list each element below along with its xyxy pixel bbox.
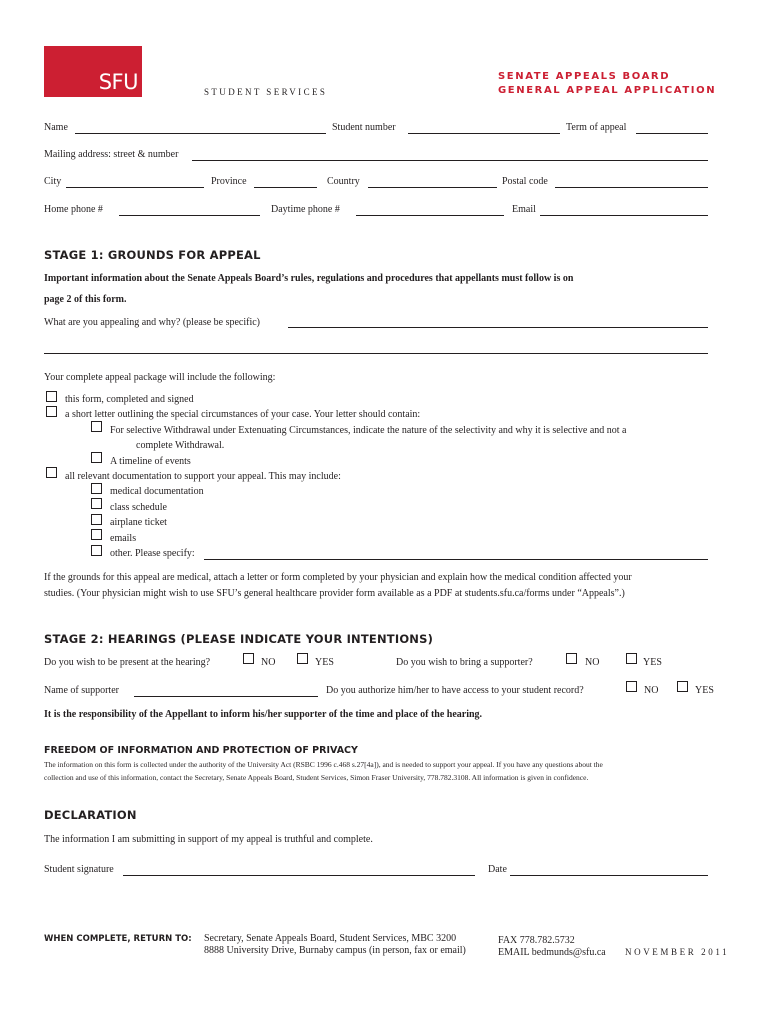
fax-number: FAX 778.782.5732 <box>498 935 575 946</box>
appeal-question-label: What are you appealing and why? (please be specific) <box>44 317 261 328</box>
return-address-line1: Secretary, Senate Appeals Board, Student Services, MBC 3200 <box>204 933 457 944</box>
home-phone-field[interactable] <box>119 215 260 216</box>
stage1-heading: STAGE 1: GROUNDS FOR APPEAL <box>44 248 261 262</box>
city-field[interactable] <box>66 187 204 188</box>
sub-withdrawal-line2: complete Withdrawal. <box>136 440 225 451</box>
responsibility-note: It is the responsibility of the Appellant to inform his/her supporter of the time and place of the hearing. <box>44 709 483 720</box>
medical-note-line1: If the grounds for this appeal are medical, attach a letter or form completed by your physician and explain how the medical condition affected your <box>44 572 632 583</box>
department-name: STUDENT SERVICES <box>204 87 328 97</box>
item-form-label: this form, completed and signed <box>65 394 194 405</box>
stage2-heading: STAGE 2: HEARINGS (PLEASE INDICATE YOUR INTENTIONS) <box>44 632 434 646</box>
date-label: Date <box>488 864 507 875</box>
checkbox-medical[interactable] <box>91 483 102 494</box>
checkbox-timeline[interactable] <box>91 452 102 463</box>
email-field[interactable] <box>540 215 708 216</box>
checkbox-present-no[interactable] <box>243 653 254 664</box>
student-number-label: Student number <box>332 122 396 133</box>
checkbox-authorize-no[interactable] <box>626 681 637 692</box>
name-field[interactable] <box>75 133 326 134</box>
checkbox-docs[interactable] <box>46 467 57 478</box>
foi-heading: FREEDOM OF INFORMATION AND PROTECTION OF PRIVACY <box>44 745 358 756</box>
doc-ticket-label: airplane ticket <box>110 517 167 528</box>
country-field[interactable] <box>368 187 497 188</box>
postal-label: Postal code <box>502 176 548 187</box>
mailing-field[interactable] <box>192 160 708 161</box>
signature-field[interactable] <box>123 875 475 876</box>
sfu-logo <box>44 46 142 97</box>
supporter-question: Do you wish to bring a supporter? <box>396 657 533 668</box>
term-label: Term of appeal <box>566 122 627 133</box>
mailing-label: Mailing address: street & number <box>44 149 179 160</box>
foi-text-line1: The information on this form is collected under the authority of the University Act (RSBC 1996 c.468 s.27[4a]), and is needed to support your appeal. If you have any questions about the <box>44 760 603 769</box>
sub-timeline-label: A timeline of events <box>110 456 191 467</box>
doc-medical-label: medical documentation <box>110 486 204 497</box>
authorize-question: Do you authorize him/her to have access to your student record? <box>326 685 584 696</box>
name-label: Name <box>44 122 68 133</box>
signature-label: Student signature <box>44 864 114 875</box>
form-title-line2: GENERAL APPEAL APPLICATION <box>498 85 717 96</box>
country-label: Country <box>327 176 360 187</box>
checkbox-supporter-yes[interactable] <box>626 653 637 664</box>
other-specify-field[interactable] <box>204 559 708 560</box>
checkbox-withdrawal[interactable] <box>91 421 102 432</box>
doc-emails-label: emails <box>110 533 137 544</box>
daytime-phone-field[interactable] <box>356 215 504 216</box>
appeal-reason-field-1[interactable] <box>288 327 708 328</box>
doc-other-label: other. Please specify: <box>110 548 195 559</box>
checkbox-class[interactable] <box>91 498 102 509</box>
province-label: Province <box>211 176 247 187</box>
supporter-name-field[interactable] <box>134 696 318 697</box>
logo-text: SFU <box>98 70 138 94</box>
foi-text-line2: collection and use of this information, contact the Secretary, Senate Appeals Board, Student Services, Simon Fraser University, 778.782.3108. All information is given in confidence. <box>44 773 589 782</box>
student-number-field[interactable] <box>408 133 560 134</box>
home-phone-label: Home phone # <box>44 204 103 215</box>
city-label: City <box>44 176 62 187</box>
checkbox-emails[interactable] <box>91 529 102 540</box>
item-letter-label: a short letter outlining the special circumstances of your case. Your letter should contain: <box>65 409 421 420</box>
checkbox-supporter-no[interactable] <box>566 653 577 664</box>
important-info-line2: page 2 of this form. <box>44 294 127 305</box>
declaration-heading: DECLARATION <box>44 808 137 822</box>
return-to-label: WHEN COMPLETE, RETURN TO: <box>44 934 192 944</box>
form-title-line1: SENATE APPEALS BOARD <box>498 71 671 82</box>
term-field[interactable] <box>636 133 708 134</box>
checkbox-letter[interactable] <box>46 406 57 417</box>
return-address-line2: 8888 University Drive, Burnaby campus (in person, fax or email) <box>204 945 466 956</box>
medical-note-line2: studies. (Your physician might wish to use SFU’s general healthcare provider form available as a PDF at students.sfu.ca/forms under “Appeals”.) <box>44 588 625 599</box>
checkbox-present-yes[interactable] <box>297 653 308 664</box>
checkbox-authorize-yes[interactable] <box>677 681 688 692</box>
email-label: Email <box>512 204 536 215</box>
declaration-statement: The information I am submitting in support of my appeal is truthful and complete. <box>44 834 373 845</box>
supporter-yes-label: YES <box>643 657 662 668</box>
contact-email: EMAIL bedmunds@sfu.ca <box>498 947 606 958</box>
package-intro: Your complete appeal package will include the following: <box>44 372 276 383</box>
province-field[interactable] <box>254 187 317 188</box>
present-yes-label: YES <box>315 657 334 668</box>
appeal-reason-field-2[interactable] <box>44 353 708 354</box>
supporter-no-label: NO <box>585 657 600 668</box>
present-no-label: NO <box>261 657 276 668</box>
authorize-yes-label: YES <box>695 685 714 696</box>
important-info-line1: Important information about the Senate Appeals Board’s rules, regulations and procedures that appellants must follow is on <box>44 273 574 284</box>
doc-class-label: class schedule <box>110 502 167 513</box>
checkbox-form[interactable] <box>46 391 57 402</box>
checkbox-ticket[interactable] <box>91 514 102 525</box>
date-field[interactable] <box>510 875 708 876</box>
form-date: NOVEMBER 2011 <box>625 947 730 957</box>
checkbox-other[interactable] <box>91 545 102 556</box>
item-docs-label: all relevant documentation to support your appeal. This may include: <box>65 471 341 482</box>
authorize-no-label: NO <box>644 685 659 696</box>
daytime-phone-label: Daytime phone # <box>271 204 340 215</box>
sub-withdrawal-line1: For selective Withdrawal under Extenuating Circumstances, indicate the nature of the selectivity and why it is selective and not a <box>110 425 627 436</box>
supporter-name-label: Name of supporter <box>44 685 119 696</box>
postal-field[interactable] <box>555 187 708 188</box>
present-question: Do you wish to be present at the hearing? <box>44 657 211 668</box>
